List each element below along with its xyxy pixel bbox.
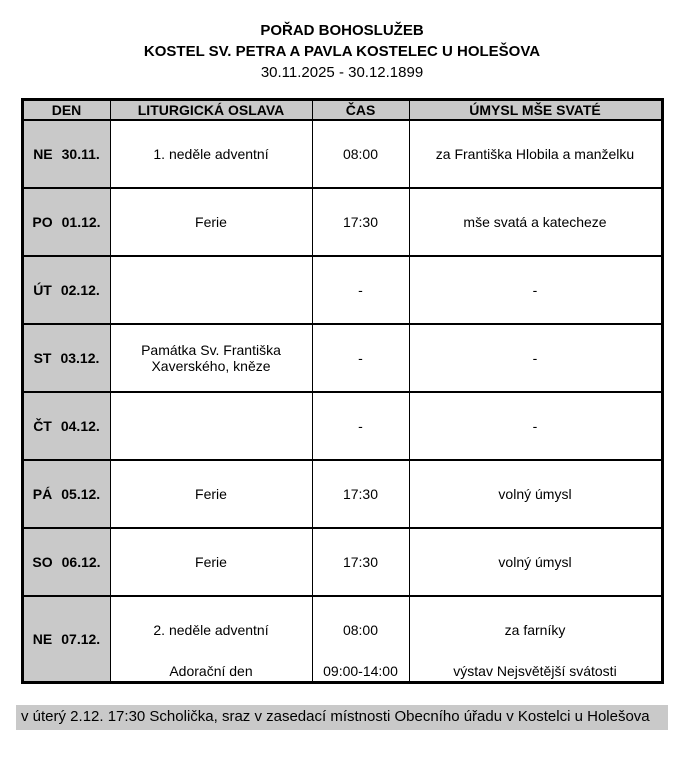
celebration-cell: Ferie: [110, 528, 312, 596]
title-block: [0, 0, 684, 83]
table-row: [22, 120, 662, 188]
day-cell: [22, 256, 110, 324]
church-name: KOSTEL SV. PETRA A PAVLA KOSTELEC U HOLEŠOVA: [143, 43, 541, 60]
day-abbr: NE: [32, 631, 53, 647]
day-date: 07.12.: [61, 631, 101, 647]
table-row: [22, 460, 662, 528]
celebration-cell: Ferie: [110, 188, 312, 256]
day-date: 30.11.: [61, 146, 100, 162]
time-line1: 08:00: [342, 622, 379, 638]
header-celebration: LITURGICKÁ OSLAVA: [110, 100, 312, 121]
day-date: 02.12.: [60, 282, 100, 298]
intention-line2: výstav Nejsvětější svátosti: [453, 663, 617, 679]
day-date: 03.12.: [60, 350, 100, 366]
time-line2: 09:00-14:00: [323, 663, 398, 679]
footer-note: v úterý 2.12. 17:30 Scholička, sraz v zasedací místnosti Obecního úřadu v Kostelci u Holešova: [16, 705, 668, 730]
intention-cell: mše svatá a katecheze: [409, 188, 662, 256]
header-day: DEN: [22, 100, 110, 121]
celebration-cell: Památka Sv. Františka Xaverského, kněze: [110, 324, 312, 392]
day-abbr: ÚT: [33, 282, 52, 298]
celebration-cell: [110, 392, 312, 460]
day-date: 04.12.: [60, 418, 100, 434]
table-row: [22, 188, 662, 256]
day-cell: [22, 460, 110, 528]
celebration-line2: Adorační den: [169, 663, 253, 679]
table-row: [22, 596, 662, 683]
intention-cell: [409, 596, 662, 683]
celebration-cell: Ferie: [110, 460, 312, 528]
time-cell: -: [312, 256, 409, 324]
day-abbr: PO: [32, 214, 53, 230]
day-cell: [22, 324, 110, 392]
intention-cell: volný úmysl: [409, 528, 662, 596]
celebration-line1: 2. neděle adventní: [153, 622, 269, 638]
header-time: ČAS: [312, 100, 409, 121]
intention-line1: za farníky: [504, 622, 566, 638]
day-cell: [22, 392, 110, 460]
day-cell: [22, 528, 110, 596]
date-range: 30.11.2025 - 30.12.1899: [260, 64, 424, 81]
day-abbr: ČT: [33, 418, 52, 434]
table-header-row: [22, 100, 662, 121]
table-row: [22, 324, 662, 392]
day-cell: [22, 120, 110, 188]
day-date: 01.12.: [61, 214, 101, 230]
day-abbr: PÁ: [32, 486, 53, 502]
time-cell: 08:00: [312, 120, 409, 188]
celebration-cell: [110, 596, 312, 683]
day-date: 06.12.: [61, 554, 101, 570]
day-date: 05.12.: [61, 486, 101, 502]
day-abbr: SO: [32, 554, 53, 570]
time-cell: -: [312, 392, 409, 460]
time-cell: 17:30: [312, 528, 409, 596]
intention-cell: -: [409, 392, 662, 460]
intention-cell: -: [409, 256, 662, 324]
intention-cell: -: [409, 324, 662, 392]
table-row: [22, 528, 662, 596]
day-cell: [22, 596, 110, 683]
intention-cell: volný úmysl: [409, 460, 662, 528]
time-cell: 17:30: [312, 188, 409, 256]
celebration-cell: 1. neděle adventní: [110, 120, 312, 188]
day-abbr: NE: [33, 146, 53, 162]
page-title: POŘAD BOHOSLUŽEB: [260, 22, 424, 39]
table-row: [22, 256, 662, 324]
time-cell: 17:30: [312, 460, 409, 528]
table-row: [22, 392, 662, 460]
day-cell: [22, 188, 110, 256]
intention-cell: za Františka Hlobila a manželku: [409, 120, 662, 188]
celebration-cell: [110, 256, 312, 324]
time-cell: [312, 596, 409, 683]
time-cell: -: [312, 324, 409, 392]
schedule-table: [21, 98, 664, 684]
header-intention: ÚMYSL MŠE SVATÉ: [409, 100, 662, 121]
day-abbr: ST: [33, 350, 52, 366]
